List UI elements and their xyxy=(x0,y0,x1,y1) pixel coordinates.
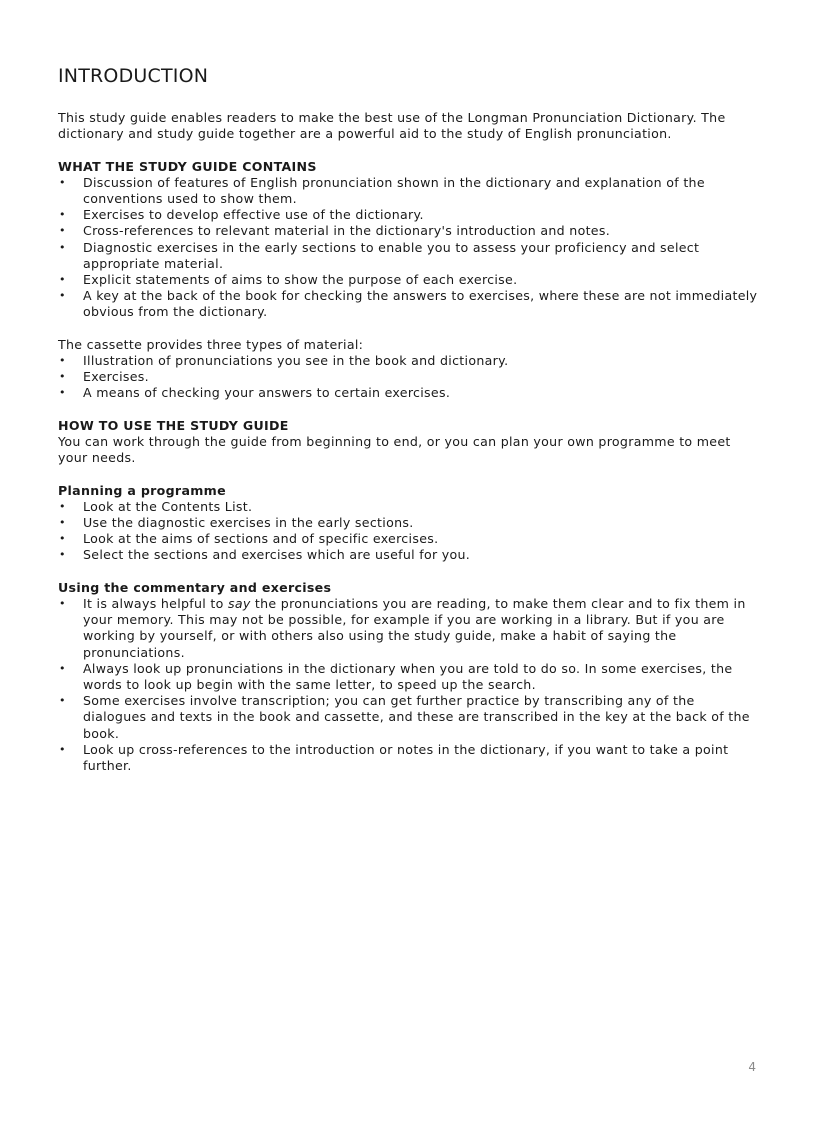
bullet-icon: • xyxy=(59,224,66,238)
list-item: • It is always helpful to say the pronunciations you are reading, to make them clear and to fix them in your memory. This may not be possible, for example if you are working in a library. But if you are working by yourself, or with others also using the study guide, make a habit of saying the pronunciations. xyxy=(59,596,746,660)
list-item: • Discussion of features of English pronunciation shown in the dictionary and explanation of the conventions used to show them. xyxy=(59,174,705,206)
bullet-icon: • xyxy=(59,516,66,530)
bullet-icon: • xyxy=(59,661,66,675)
bullet-icon: • xyxy=(59,499,66,513)
list-item: • Select the sections and exercises which are useful for you. xyxy=(59,547,471,563)
section-commentary xyxy=(58,580,758,774)
list-item: • Illustration of pronunciations you see in the book and dictionary. xyxy=(59,353,509,369)
bullet-icon: • xyxy=(59,742,66,756)
list-item: • Exercises to develop effective use of the dictionary. xyxy=(59,207,424,223)
list-item: • Explicit statements of aims to show the purpose of each exercise. xyxy=(59,272,518,288)
bullet-icon: • xyxy=(59,597,66,611)
bullet-icon: • xyxy=(59,386,66,400)
list-item: • Look at the aims of sections and of specific exercises. xyxy=(59,531,439,547)
bullet-icon: • xyxy=(59,273,66,287)
bullet-icon: • xyxy=(59,240,66,254)
list-item: • Exercises. xyxy=(59,369,149,385)
page-number: 4 xyxy=(748,1060,756,1074)
planning-list xyxy=(58,499,758,564)
section-heading-how-to: HOW TO USE THE STUDY GUIDE xyxy=(58,417,289,433)
list-item: • Cross-references to relevant material in the dictionary's introduction and notes. xyxy=(59,223,611,239)
list-item: • Some exercises involve transcription; you can get further practice by transcribing any of the dialogues and texts in the book and cassette, and these are transcribed in the key at the back of the book. xyxy=(59,693,750,741)
contents-list xyxy=(58,175,758,321)
bullet-icon: • xyxy=(59,370,66,384)
list-item: • Use the diagnostic exercises in the early sections. xyxy=(59,515,414,531)
how-to-paragraph: You can work through the guide from beginning to end, or you can plan your own programme to meet your needs. xyxy=(58,434,731,466)
bullet-icon: • xyxy=(59,289,66,303)
list-item: • Look at the Contents List. xyxy=(59,498,253,514)
document-page xyxy=(58,62,758,774)
bullet-icon: • xyxy=(59,175,66,189)
bullet-icon: • xyxy=(59,548,66,562)
bullet-icon: • xyxy=(59,354,66,368)
cassette-intro: The cassette provides three types of material: xyxy=(58,336,364,352)
bullet-icon: • xyxy=(59,208,66,222)
section-planning xyxy=(58,483,758,564)
commentary-list xyxy=(58,596,758,774)
emphasis-say: say xyxy=(227,596,251,612)
section-heading-planning: Planning a programme xyxy=(58,482,226,498)
page-title: INTRODUCTION xyxy=(58,65,209,87)
list-item: • A key at the back of the book for checking the answers to exercises, where these are not immediately obvious from the dictionary. xyxy=(59,288,758,320)
intro-paragraph: This study guide enables readers to make the best use of the Longman Pronunciation Dictionary. The dictionary and study guide together are a powerful aid to the study of English pronunciation. xyxy=(58,110,726,142)
cassette-list xyxy=(58,353,758,402)
list-item: • A means of checking your answers to certain exercises. xyxy=(59,385,451,401)
section-heading-contents: WHAT THE STUDY GUIDE CONTAINS xyxy=(58,158,317,174)
list-item: • Look up cross-references to the introduction or notes in the dictionary, if you want to take a point further. xyxy=(59,741,729,774)
section-contents xyxy=(58,159,758,321)
section-how-to xyxy=(58,418,758,467)
section-cassette xyxy=(58,337,758,402)
section-heading-commentary: Using the commentary and exercises xyxy=(58,579,332,595)
bullet-icon: • xyxy=(59,532,66,546)
bullet-icon: • xyxy=(59,694,66,708)
list-item: • Always look up pronunciations in the dictionary when you are told to do so. In some exercises, the words to look up begin with the same letter, to speed up the search. xyxy=(59,660,733,693)
list-item: • Diagnostic exercises in the early sections to enable you to assess your proficiency and select appropriate material. xyxy=(59,239,700,271)
